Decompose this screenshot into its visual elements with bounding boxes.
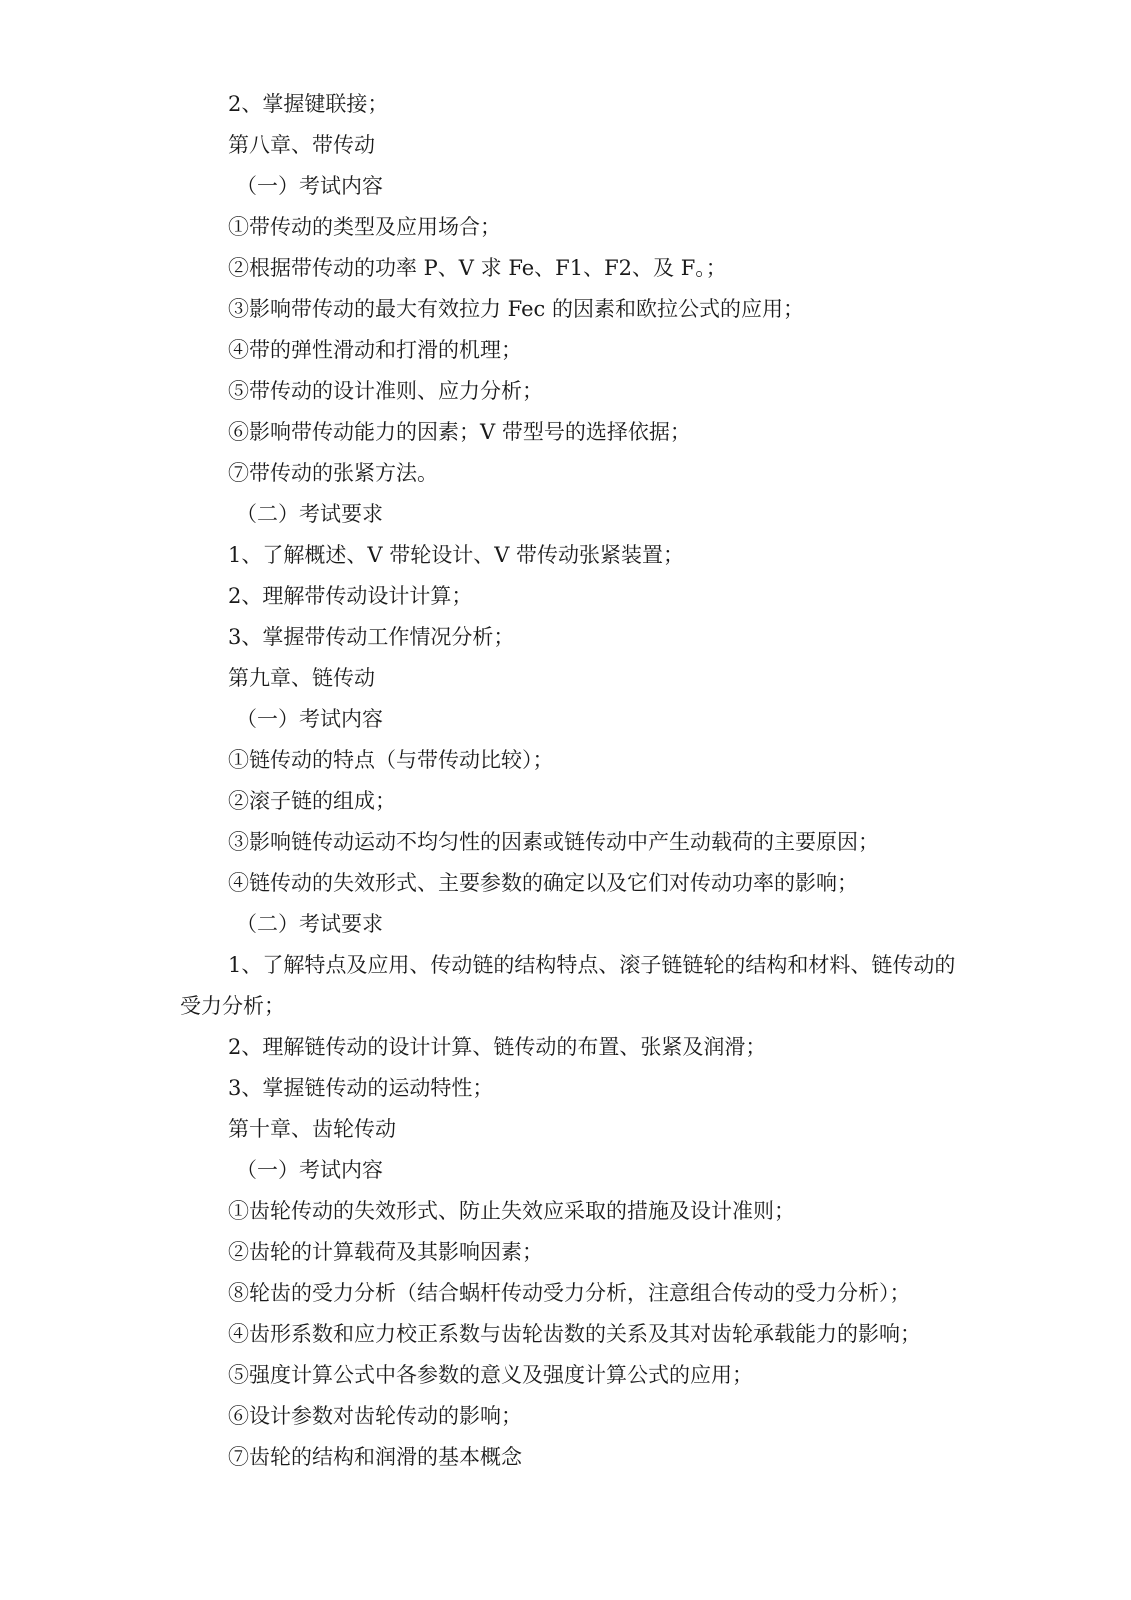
section-heading: （二）考试要求 <box>236 912 383 936</box>
list-item: ④链传动的失效形式、主要参数的确定以及它们对传动功率的影响； <box>228 871 858 895</box>
list-item: 2、理解链传动的设计计算、链传动的布置、张紧及润滑； <box>228 1035 767 1059</box>
list-item: ⑧轮齿的受力分析（结合蜗杆传动受力分析，注意组合传动的受力分析）； <box>228 1281 911 1305</box>
chapter-heading: 第九章、链传动 <box>228 666 375 690</box>
list-item: 2、掌握键联接； <box>228 92 389 116</box>
chapter-heading: 第八章、带传动 <box>228 133 375 157</box>
list-item: ⑦带传动的张紧方法。 <box>228 461 438 485</box>
list-item: ③影响链传动运动不均匀性的因素或链传动中产生动载荷的主要原因； <box>228 830 879 854</box>
section-heading: （一）考试内容 <box>236 174 383 198</box>
list-item: ⑤强度计算公式中各参数的意义及强度计算公式的应用； <box>228 1363 753 1387</box>
chapter-heading: 第十章、齿轮传动 <box>228 1117 396 1141</box>
list-item: ③影响带传动的最大有效拉力 Fec 的因素和欧拉公式的应用； <box>228 297 804 321</box>
list-item: 1、了解概述、V 带轮设计、V 带传动张紧装置； <box>228 543 685 567</box>
list-item: ①链传动的特点（与带传动比较）； <box>228 748 554 772</box>
section-heading: （二）考试要求 <box>236 502 383 526</box>
list-item: ⑥影响带传动能力的因素；V 带型号的选择依据； <box>228 420 691 444</box>
section-heading: （一）考试内容 <box>236 707 383 731</box>
list-item: ①齿轮传动的失效形式、防止失效应采取的措施及设计准则； <box>228 1199 795 1223</box>
list-item: ④带的弹性滑动和打滑的机理； <box>228 338 522 362</box>
list-item: ②滚子链的组成； <box>228 789 396 813</box>
list-item: 2、理解带传动设计计算； <box>228 584 473 608</box>
list-item: 1、了解特点及应用、传动链的结构特点、滚子链链轮的结构和材料、链传动的 <box>228 953 956 977</box>
list-item: 3、掌握链传动的运动特性； <box>228 1076 494 1100</box>
document-body <box>180 84 1030 1478</box>
section-heading: （一）考试内容 <box>236 1158 383 1182</box>
list-item: ⑤带传动的设计准则、应力分析； <box>228 379 543 403</box>
list-item-continuation: 受力分析； <box>180 994 285 1018</box>
list-item: ①带传动的类型及应用场合； <box>228 215 501 239</box>
list-item: ⑦齿轮的结构和润滑的基本概念 <box>228 1445 522 1469</box>
list-item: 3、掌握带传动工作情况分析； <box>228 625 515 649</box>
list-item: ②齿轮的计算载荷及其影响因素； <box>228 1240 543 1264</box>
list-item: ④齿形系数和应力校正系数与齿轮齿数的关系及其对齿轮承载能力的影响； <box>228 1322 921 1346</box>
list-item: ②根据带传动的功率 P、V 求 Fe、F1、F2、及 F。； <box>228 256 727 280</box>
list-item: ⑥设计参数对齿轮传动的影响； <box>228 1404 522 1428</box>
